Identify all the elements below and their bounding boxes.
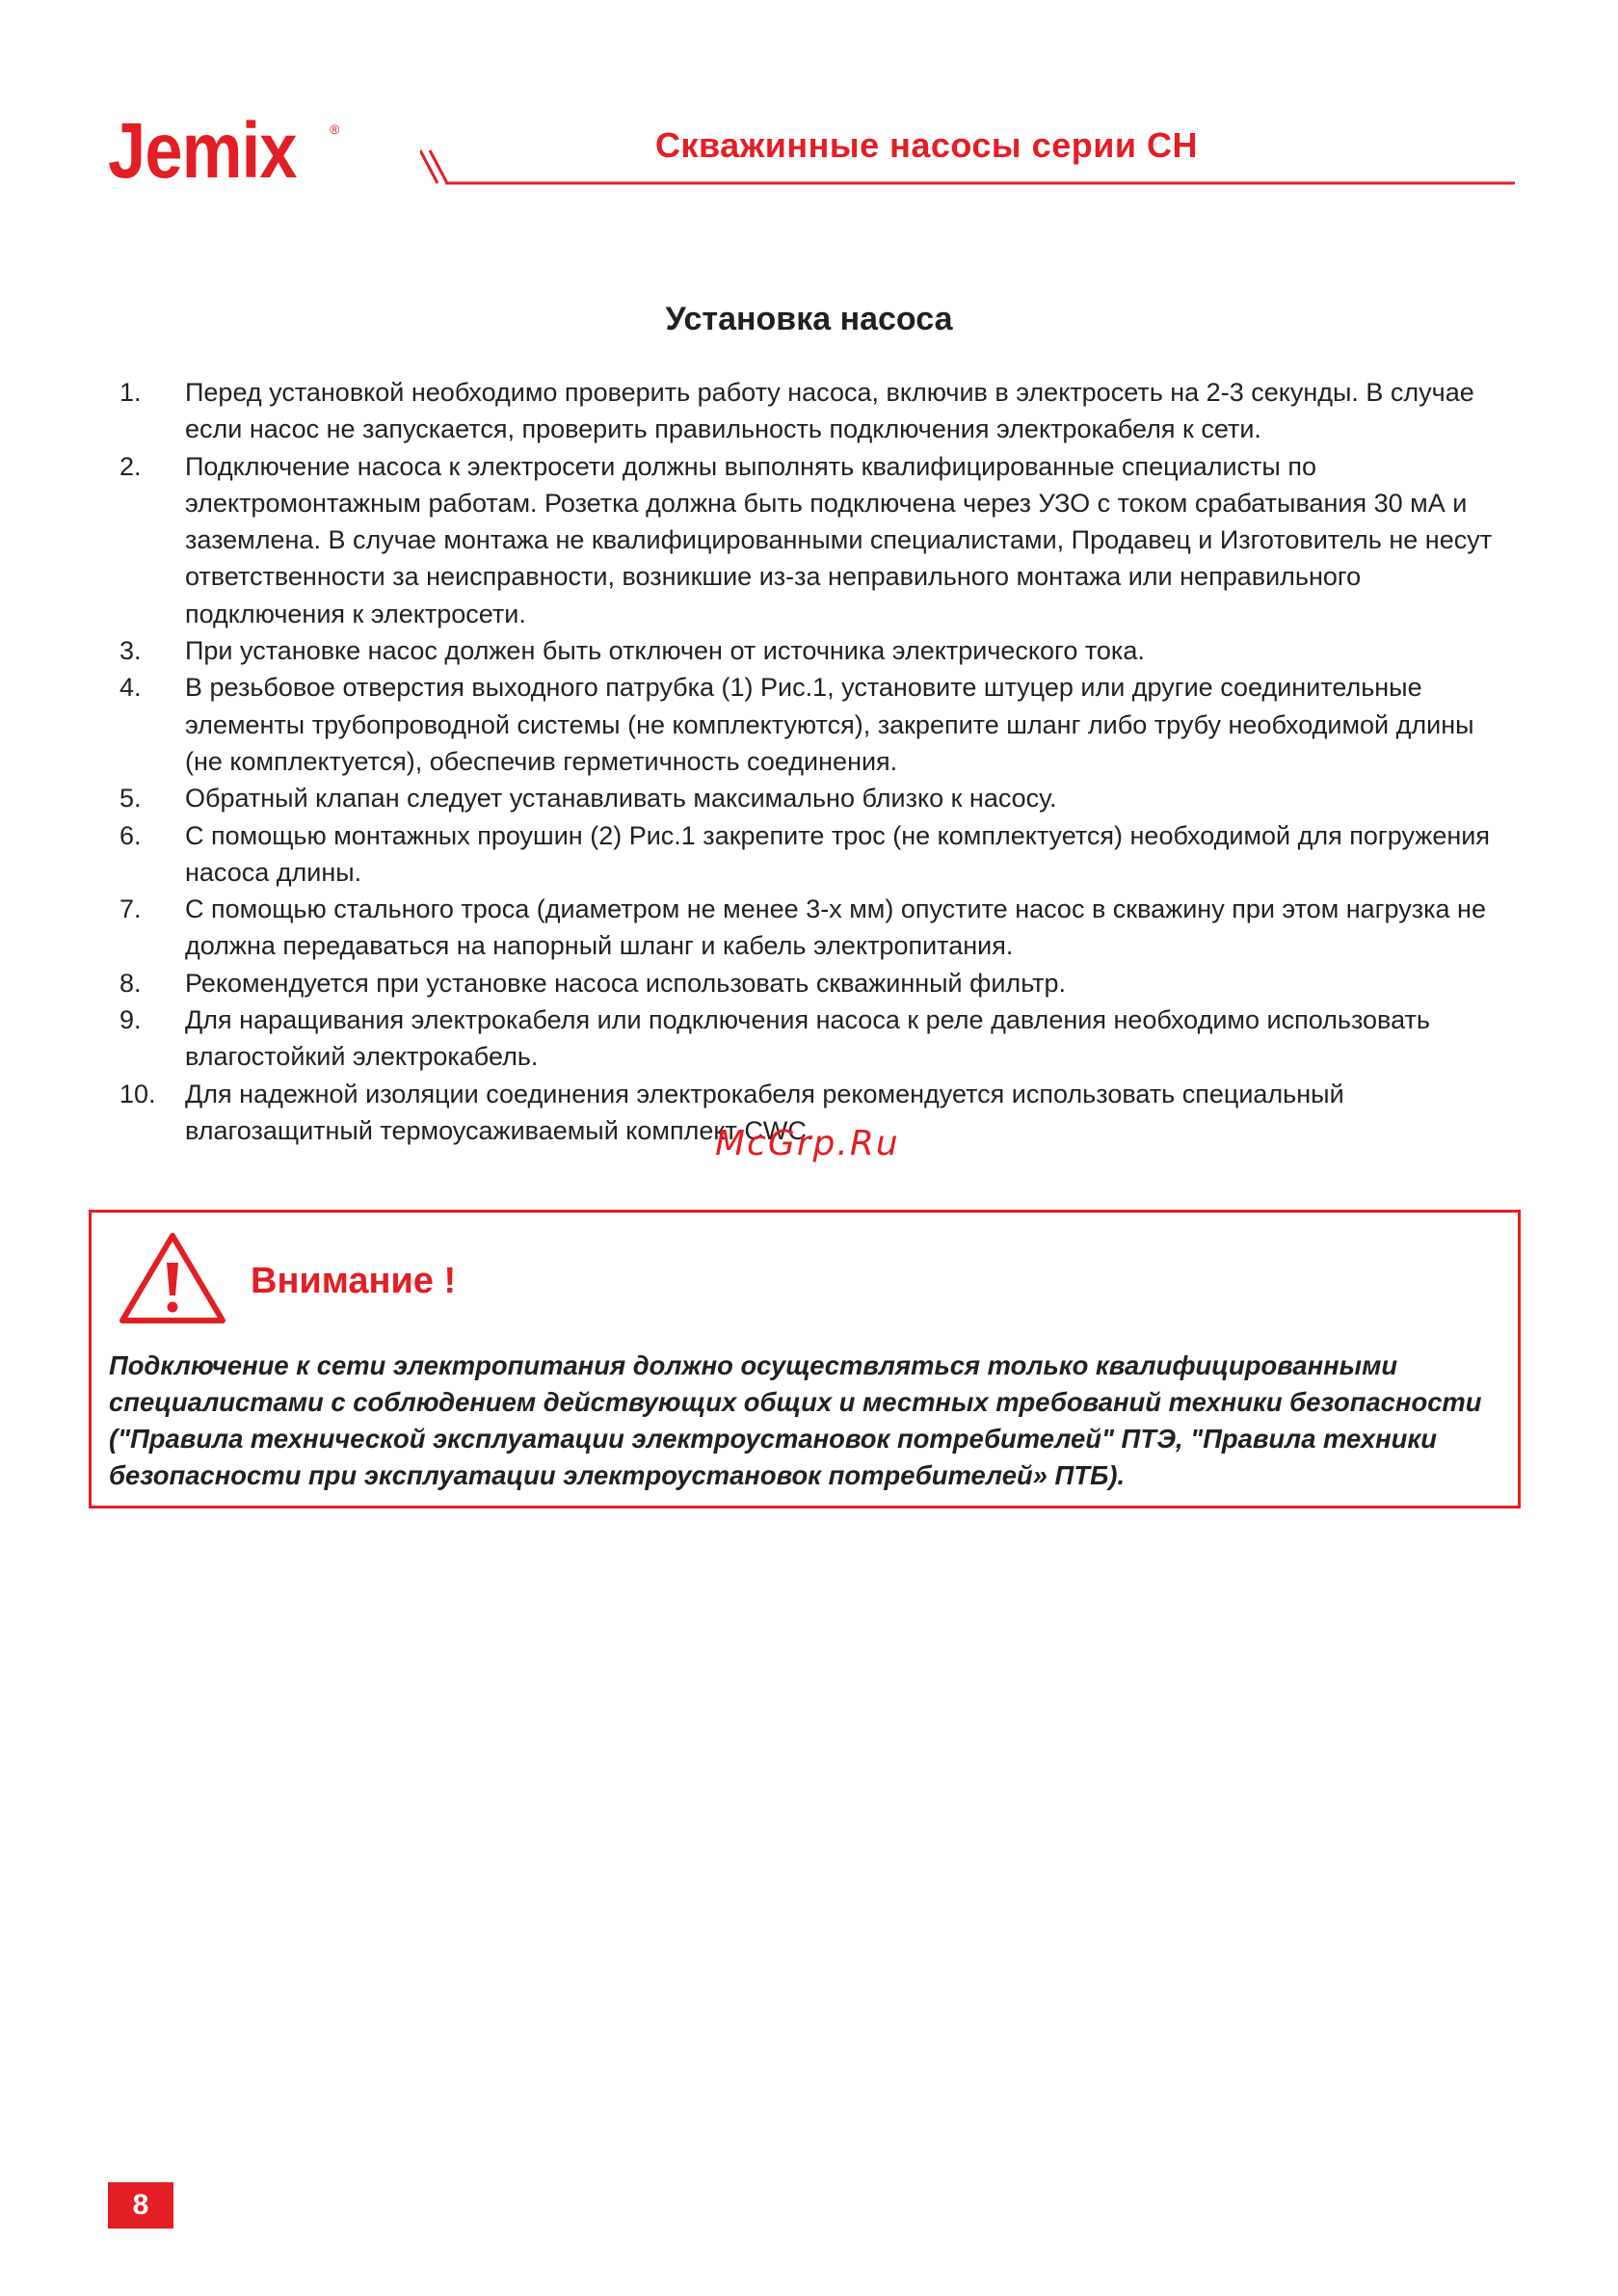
step-number: 6. (119, 820, 142, 850)
step-number: 5. (119, 784, 142, 814)
list-item (119, 817, 1517, 892)
list-item (119, 965, 1517, 1001)
step-number: 4. (119, 673, 142, 703)
step-text: Перед установкой необходимо проверить работу насоса, включив в электросеть на 2-3 секунды. В случае если насос не запускается, проверить правильность подключения электрокабеля к сети. (185, 378, 1474, 444)
step-text: Обратный клапан следует устанавливать максимально близко к насосу. (185, 784, 1057, 814)
registered-mark: ® (330, 121, 340, 137)
warning-triangle-icon (117, 1230, 228, 1326)
step-number: 10. (119, 1079, 156, 1108)
warning-text: Подключение к сети электропитания должно осуществляться только квалифицированными специалистами с соблюдением действующих общих и местных требований техники безопасности ("Правила технической эксплуатации электроустановок потребителей" ПТЭ, "Правила техники безопасности при эксплуатации электроустановок потребителей» ПТБ). (109, 1350, 1482, 1490)
warning-box (89, 1210, 1521, 1508)
list-item (119, 780, 1517, 816)
step-text: Рекомендуется при установке насоса использовать скважинный фильтр. (185, 968, 1067, 998)
step-text: Для надежной изоляции соединения электрокабеля рекомендуется использовать специальный влагозащитный термоусаживаемый комплект CWC. (185, 1079, 1344, 1145)
step-number: 2. (119, 451, 142, 481)
list-item (119, 448, 1517, 632)
list-item (119, 891, 1517, 965)
step-text: Для наращивания электрокабеля или подключения насоса к реле давления необходимо использовать влагостойкий электрокабель. (185, 1005, 1430, 1072)
section-title: Установка насоса (665, 301, 953, 337)
step-text: Подключение насоса к электросети должны выполнять квалифицированные специалисты по электромонтажным работам. Розетка должна быть подключена через УЗО с током срабатывания 30 мА и заземлена. В случае монтажа не квалифицированными специалистами, Продавец и Изготовитель не несут ответственности за неисправности, возникшие из-за неправильного монтажа или неправильного подключения к электросети. (185, 451, 1493, 628)
brand-logo: Jemix (108, 107, 297, 195)
list-item (119, 632, 1517, 669)
installation-steps (119, 374, 1517, 1149)
list-item (119, 669, 1517, 780)
list-item (119, 374, 1517, 448)
step-number: 7. (119, 894, 142, 924)
watermark: McGrp.Ru (715, 1124, 900, 1163)
step-text: С помощью монтажных проушин (2) Рис.1 закрепите трос (не комплектуется) необходимой для погружения насоса длины. (185, 820, 1490, 887)
list-item (119, 1001, 1517, 1076)
page-number: 8 (108, 2182, 173, 2229)
header-title: Скважинные насосы серии CH (655, 125, 1198, 165)
step-text: При установке насос должен быть отключен от источника электрического тока. (185, 636, 1145, 666)
step-text: С помощью стального троса (диаметром не менее 3-х мм) опустите насос в скважину при этом нагрузка не должна передаваться на напорный шланг и кабель электропитания. (185, 894, 1486, 961)
step-number: 9. (119, 1005, 142, 1035)
step-number: 8. (119, 968, 142, 998)
warning-title: Внимание ! (251, 1261, 457, 1301)
step-number: 3. (119, 636, 142, 666)
step-text: В резьбовое отверстия выходного патрубка (1) Рис.1, установите штуцер или другие соединительные элементы трубопроводной системы (не комплектуются), закрепите шланг либо трубу необходимой длины (не комплектуется), обеспечив герметичность соединения. (185, 673, 1474, 776)
step-number: 1. (119, 378, 142, 407)
